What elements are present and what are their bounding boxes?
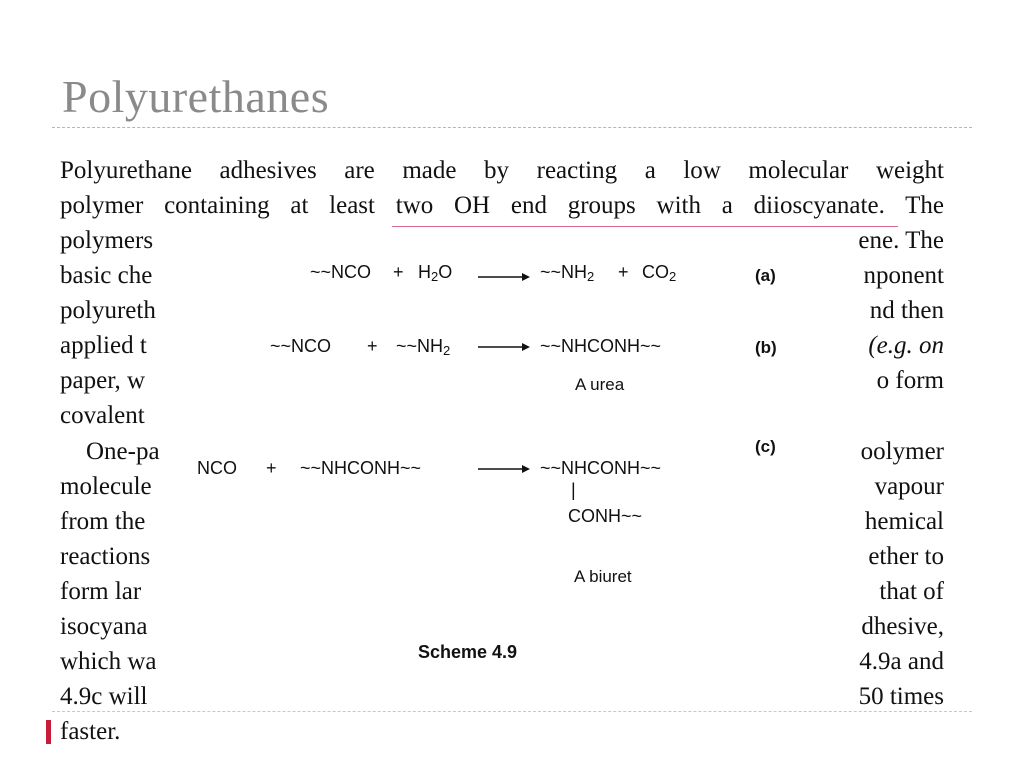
body-line-2: polymer containing at least two OH end groups with a diioscyanate. The	[60, 192, 944, 219]
reaction-b-arrow	[478, 342, 530, 352]
title-divider	[52, 127, 972, 128]
reaction-b-label: (b)	[755, 338, 777, 357]
reaction-c-branch: CONH~~	[568, 506, 643, 526]
reaction-a-water: $H_2O$	[418, 262, 453, 284]
left-fragment: paper, w	[60, 367, 146, 394]
reaction-a-arrow	[478, 272, 530, 282]
right-fragment: nd then	[869, 297, 944, 324]
right-fragment: that of	[879, 578, 944, 605]
reaction-a-label: (a)	[755, 266, 776, 285]
left-fragment: polymers	[60, 227, 154, 254]
reaction-a-product: $\sim\sim NH_2$	[540, 262, 595, 284]
left-fragment: 4.9c will	[60, 683, 148, 710]
left-fragment: One-pa	[86, 438, 160, 465]
reaction-c-urea: ~~NHCONH~~	[300, 458, 422, 478]
slide-accent-mark	[46, 720, 51, 744]
reaction-scheme-figure	[160, 232, 836, 680]
right-fragment: nponent	[863, 262, 944, 289]
left-fragment: basic che	[60, 262, 153, 289]
reaction-b-caption: A urea	[575, 375, 625, 394]
reaction-a-co2: $CO_2$	[642, 262, 677, 284]
reaction-b-reactant: ~~NCO	[270, 336, 332, 356]
left-fragment: polyureth	[60, 297, 156, 324]
footer-divider	[52, 711, 972, 712]
reaction-c-reactant: NCO	[197, 458, 237, 478]
right-fragment: o form	[876, 367, 944, 394]
annotation-underline	[392, 226, 898, 227]
right-fragment: oolymer	[860, 438, 944, 465]
body-line-1: Polyurethane adhesives are made by reacting a low molecular weight	[60, 157, 944, 184]
reaction-a-plus-2: +	[618, 262, 629, 282]
left-fragment: faster.	[60, 718, 121, 745]
left-fragment: isocyana	[60, 613, 148, 640]
reaction-a-plus: +	[393, 262, 404, 282]
right-fragment: ether to	[868, 543, 944, 570]
right-fragment: hemical	[864, 508, 944, 535]
reaction-b-amine: $\sim\sim NH_2$	[396, 336, 451, 358]
left-fragment: from the	[60, 508, 146, 535]
right-fragment: vapour	[874, 473, 944, 500]
left-fragment: applied t	[60, 332, 147, 359]
reaction-c-arrow	[478, 464, 530, 474]
reaction-c-plus: +	[266, 458, 277, 478]
left-fragment: form lar	[60, 578, 142, 605]
reaction-c-product: ~~NHCONH~~	[540, 458, 662, 478]
reaction-b-plus: +	[367, 336, 378, 356]
right-fragment: 4.9a and	[859, 648, 944, 675]
right-fragment: 50 times	[858, 683, 944, 710]
left-fragment: molecule	[60, 473, 152, 500]
left-fragment: covalent	[60, 402, 145, 429]
right-fragment: (e.g. on	[868, 332, 944, 359]
slide-title: Polyurethanes	[62, 71, 330, 122]
reaction-c-branch-bond: |	[571, 480, 576, 500]
reaction-c-caption: A biuret	[574, 567, 632, 586]
left-fragment: reactions	[60, 543, 151, 570]
reaction-a-reactant: ~~NCO	[310, 262, 372, 282]
scheme-caption: Scheme 4.9	[418, 642, 518, 662]
reaction-c-label: (c)	[755, 437, 776, 456]
reaction-b-product: ~~NHCONH~~	[540, 336, 662, 356]
right-fragment: dhesive,	[861, 613, 944, 640]
right-fragment: ene. The	[858, 227, 944, 254]
left-fragment: which wa	[60, 648, 157, 675]
